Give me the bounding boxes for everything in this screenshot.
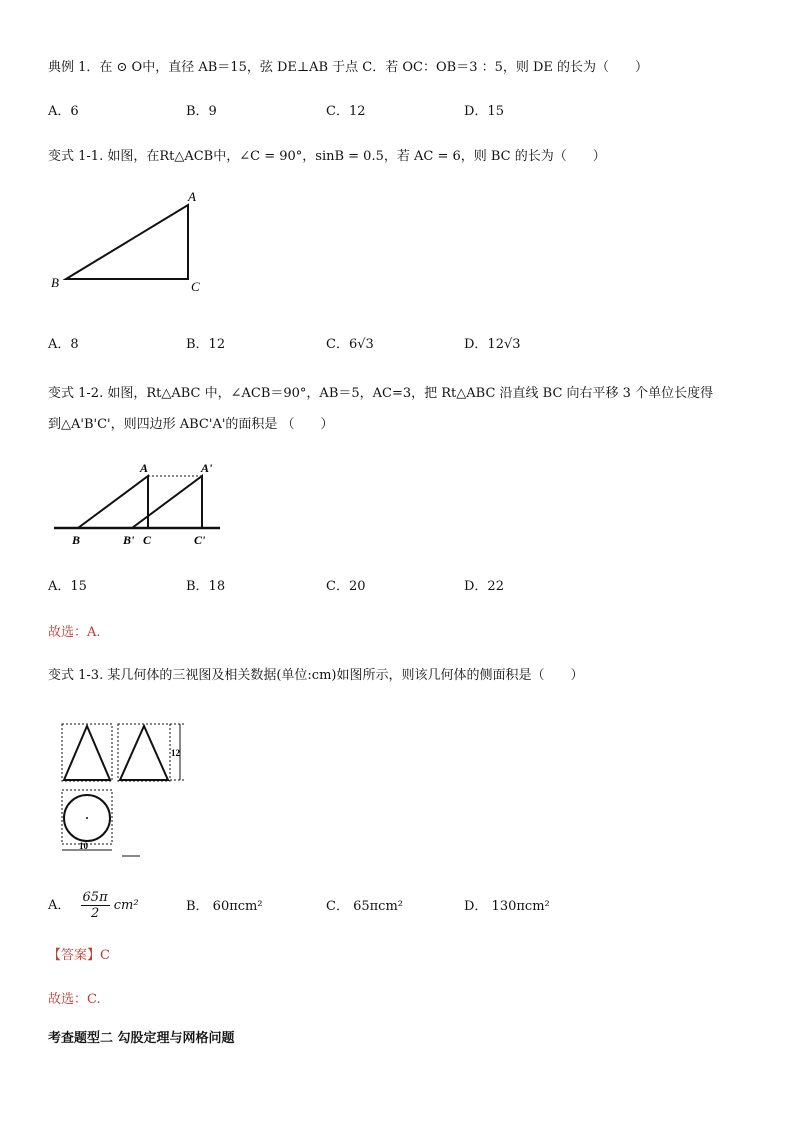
option-a: A． $\frac{65\pi}{2}$ cm² xyxy=(48,890,139,921)
variant12-options xyxy=(48,575,648,595)
option-a: A．8 xyxy=(48,337,79,352)
label-b: B xyxy=(72,533,81,547)
triangle-abc xyxy=(78,476,148,528)
label-diameter: 10 xyxy=(79,841,88,851)
variant13-answer: 故选：C. xyxy=(48,992,101,1007)
variant11-question: 变式 1-1. 如图，在Rt△ACB中，∠C = 90°，sinB = 0.5，若 AC = 6，则 BC 的长为（ ） xyxy=(48,149,606,164)
option-b: B．12 xyxy=(186,337,226,352)
option-b: B． 60πcm² xyxy=(186,899,263,914)
front-view-box xyxy=(62,724,112,781)
option-d: D． 130πcm² xyxy=(464,899,550,914)
triangle-a-prime xyxy=(132,476,202,528)
option-d: D．22 xyxy=(464,579,504,594)
option-c: C．6√3 xyxy=(326,337,374,352)
label-c: C xyxy=(143,533,152,547)
translation-figure xyxy=(48,458,228,550)
circle-center xyxy=(86,817,88,819)
variant12-question-line1: 变式 1-2. 如图，Rt△ABC 中，∠ACB＝90°，AB＝5，AC=3，把 Rt△ABC 沿直线 BC 向右平移 3 个单位长度得 xyxy=(48,386,714,401)
triangle-abc xyxy=(66,205,188,279)
side-view-box xyxy=(118,724,170,781)
variant12-question-line2: 到△A'B'C'，则四边形 ABC'A'的面积是 （ ） xyxy=(48,417,334,432)
label-c: C xyxy=(191,279,200,294)
side-view-triangle xyxy=(120,726,168,780)
option-b: B．18 xyxy=(186,579,226,594)
option-a: A．6 xyxy=(48,104,79,119)
example1-options xyxy=(48,100,648,120)
variant13-question: 变式 1-3. 某几何体的三视图及相关数据(单位:cm)如图所示，则该几何体的侧面积是（ ） xyxy=(48,668,584,683)
label-b: B xyxy=(51,275,59,290)
option-c: C．20 xyxy=(326,579,366,594)
option-d: D．15 xyxy=(464,104,504,119)
label-b-prime: B' xyxy=(123,533,135,547)
label-a: A xyxy=(188,189,196,204)
option-a: A．15 xyxy=(48,579,87,594)
option-b: B．9 xyxy=(186,104,217,119)
label-c-prime: C' xyxy=(194,533,206,547)
section-title: 考查题型二 勾股定理与网格问题 xyxy=(48,1031,235,1046)
variant13-answer-tag: 【答案】C xyxy=(48,948,110,963)
fraction: $\frac{65\pi}{2}$ xyxy=(82,890,108,921)
option-c: C．12 xyxy=(326,104,366,119)
label-a: A xyxy=(140,461,149,475)
right-triangle-figure xyxy=(40,185,220,295)
variant11-options xyxy=(48,333,648,353)
label-height: 12 xyxy=(171,748,180,758)
example1-question: 典例 1．在 ⊙ O中，直径 AB＝15，弦 DE⊥AB 于点 C．若 OC：OB＝3 ：5，则 DE 的长为（ ） xyxy=(48,60,649,75)
option-c: C． 65πcm² xyxy=(326,899,403,914)
variant12-answer: 故选：A. xyxy=(48,625,101,640)
three-views-figure xyxy=(50,718,200,864)
variant13-options xyxy=(48,882,648,922)
option-d: D．12√3 xyxy=(464,337,521,352)
label-a-prime: A' xyxy=(201,461,213,475)
front-view-triangle xyxy=(64,726,110,780)
